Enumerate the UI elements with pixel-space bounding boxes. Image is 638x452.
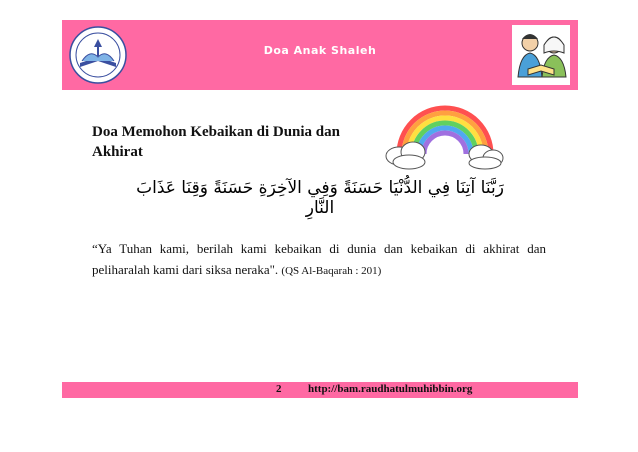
page-number: 2 [276, 383, 282, 395]
translation-paragraph [92, 238, 546, 282]
prayer-title: Doa Memohon Kebaikan di Dunia dan Akhirat [92, 124, 340, 160]
header-title: Doa Anak Shaleh [263, 44, 377, 57]
footer-url[interactable]: http://bam.raudhatulmuhibbin.org [308, 383, 473, 395]
children-reading-icon [510, 23, 572, 87]
footer-band [62, 382, 578, 398]
rainbow-cloud-illustration [385, 84, 505, 174]
header-band [62, 20, 578, 90]
translation-text: “Ya Tuhan kami, berilah kami kebaikan di dunia dan kebaikan di akhirat dan peliharalah kami dari siksa neraka". [92, 241, 546, 277]
quran-reference: (QS Al-Baqarah : 201) [281, 265, 382, 277]
arabic-prayer-text: رَبَّنَا آتِنَا فِي الدُّنْيَا حَسَنَةً وَفِي الآخِرَةِ حَسَنَةً وَقِنَا عَذَابَ النَّارِ [136, 178, 504, 218]
